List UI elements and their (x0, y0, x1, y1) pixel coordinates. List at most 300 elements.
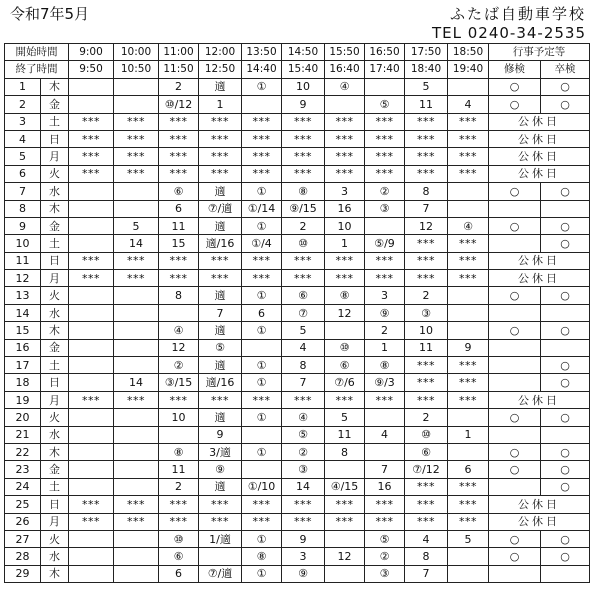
time-slot (69, 322, 114, 339)
end-time: 18:40 (405, 61, 448, 78)
time-slot: *** (114, 113, 159, 130)
time-slot: 5 (405, 78, 448, 95)
time-slot: *** (282, 252, 325, 269)
time-slot: *** (365, 252, 405, 269)
sotsuken-mark: ○ (541, 530, 590, 547)
time-slot: ① (242, 443, 282, 460)
time-slot: ① (242, 217, 282, 234)
day-of-week: 木 (41, 322, 69, 339)
time-slot: ④/15 (325, 478, 365, 495)
time-slot: *** (282, 130, 325, 147)
day-row (5, 304, 590, 321)
time-slot: *** (159, 391, 199, 408)
shuken-mark (489, 478, 541, 495)
time-slot: 2 (365, 322, 405, 339)
time-slot: ⑨/15 (282, 200, 325, 217)
holiday-label: 公休日 (489, 252, 590, 269)
start-time: 17:50 (405, 44, 448, 61)
day-of-week: 土 (41, 478, 69, 495)
time-slot (448, 548, 489, 565)
shuken-mark (489, 565, 541, 582)
shuken-mark: ○ (489, 461, 541, 478)
start-time: 11:00 (159, 44, 199, 61)
day-row (5, 513, 590, 530)
sotsuken-mark (541, 339, 590, 356)
day-row (5, 270, 590, 287)
shuken-mark: ○ (489, 287, 541, 304)
time-slot: 4 (282, 339, 325, 356)
time-slot: *** (325, 148, 365, 165)
time-slot: ⑥ (159, 548, 199, 565)
time-slot: ② (365, 548, 405, 565)
time-slot: ⑦/適 (199, 200, 242, 217)
time-slot: ② (282, 443, 325, 460)
time-slot: *** (114, 391, 159, 408)
time-slot: ⑧ (282, 183, 325, 200)
sotsuken-mark: ○ (541, 217, 590, 234)
time-slot: *** (365, 270, 405, 287)
shuken-mark: ○ (489, 409, 541, 426)
time-slot: 14 (114, 374, 159, 391)
time-slot: *** (69, 252, 114, 269)
time-slot: ①/4 (242, 235, 282, 252)
time-slot: ⑥ (405, 443, 448, 460)
day-of-week: 月 (41, 270, 69, 287)
day-of-week: 日 (41, 252, 69, 269)
time-slot: ⑧ (242, 548, 282, 565)
day-row (5, 426, 590, 443)
time-slot: ⑨ (365, 304, 405, 321)
school-name: ふたば自動車学校 (449, 5, 586, 23)
time-slot: *** (325, 113, 365, 130)
time-slot: ⑨/3 (365, 374, 405, 391)
time-slot: 11 (405, 96, 448, 113)
time-slot: *** (448, 496, 489, 513)
day-number: 21 (5, 426, 41, 443)
holiday-label: 公休日 (489, 165, 590, 182)
time-slot: ⑤/9 (365, 235, 405, 252)
end-time: 9:50 (69, 61, 114, 78)
day-row (5, 443, 590, 460)
time-slot: *** (405, 252, 448, 269)
time-slot (114, 339, 159, 356)
time-slot: 2 (405, 409, 448, 426)
day-of-week: 木 (41, 443, 69, 460)
time-slot: ③ (365, 565, 405, 582)
day-row (5, 374, 590, 391)
time-slot (199, 548, 242, 565)
time-slot: 10 (325, 217, 365, 234)
time-slot: 9 (282, 96, 325, 113)
time-slot (448, 200, 489, 217)
day-number: 20 (5, 409, 41, 426)
day-row (5, 391, 590, 408)
time-slot: 適 (199, 478, 242, 495)
day-of-week: 金 (41, 339, 69, 356)
time-slot: ⑤ (199, 339, 242, 356)
time-slot: 6 (448, 461, 489, 478)
end-time-label: 終了時間 (5, 61, 69, 78)
start-time: 18:50 (448, 44, 489, 61)
day-row (5, 148, 590, 165)
day-row (5, 287, 590, 304)
day-number: 16 (5, 339, 41, 356)
day-of-week: 火 (41, 287, 69, 304)
end-time: 14:40 (242, 61, 282, 78)
time-slot: 7 (405, 200, 448, 217)
time-slot: ⑥ (282, 287, 325, 304)
day-number: 4 (5, 130, 41, 147)
time-slot: *** (365, 165, 405, 182)
day-number: 25 (5, 496, 41, 513)
end-time: 16:40 (325, 61, 365, 78)
sotsuken-mark: ○ (541, 322, 590, 339)
day-row (5, 322, 590, 339)
end-time: 12:50 (199, 61, 242, 78)
time-slot: 11 (325, 426, 365, 443)
time-slot: ⑨ (199, 461, 242, 478)
time-slot: 2 (159, 78, 199, 95)
time-slot: 5 (448, 530, 489, 547)
day-of-week: 火 (41, 409, 69, 426)
time-slot: *** (405, 391, 448, 408)
day-number: 13 (5, 287, 41, 304)
day-number: 7 (5, 183, 41, 200)
day-row (5, 217, 590, 234)
shuken-mark: ○ (489, 183, 541, 200)
time-slot: *** (325, 270, 365, 287)
time-slot: *** (365, 513, 405, 530)
start-time: 14:50 (282, 44, 325, 61)
time-slot: ⑥ (159, 183, 199, 200)
end-time: 17:40 (365, 61, 405, 78)
day-number: 14 (5, 304, 41, 321)
time-slot: *** (325, 513, 365, 530)
shuken-mark: ○ (489, 217, 541, 234)
time-slot (114, 565, 159, 582)
time-slot: 14 (114, 235, 159, 252)
day-of-week: 土 (41, 113, 69, 130)
holiday-label: 公休日 (489, 391, 590, 408)
time-slot: ⑩ (405, 426, 448, 443)
day-of-week: 水 (41, 426, 69, 443)
shuken-mark (489, 200, 541, 217)
holiday-label: 公休日 (489, 270, 590, 287)
sotsuken-mark: ○ (541, 183, 590, 200)
time-slot: ② (365, 183, 405, 200)
time-slot: *** (325, 391, 365, 408)
day-number: 27 (5, 530, 41, 547)
time-slot: *** (448, 374, 489, 391)
time-slot: *** (448, 513, 489, 530)
time-slot: 7 (405, 565, 448, 582)
day-row (5, 78, 590, 95)
time-slot: *** (405, 513, 448, 530)
time-slot: ① (242, 78, 282, 95)
time-slot (114, 200, 159, 217)
time-slot: *** (114, 148, 159, 165)
shuken-mark: ○ (489, 96, 541, 113)
time-slot: *** (405, 130, 448, 147)
time-slot: *** (365, 113, 405, 130)
time-slot (325, 530, 365, 547)
time-slot: 適 (199, 409, 242, 426)
time-slot: 16 (325, 200, 365, 217)
day-number: 5 (5, 148, 41, 165)
time-slot (69, 217, 114, 234)
shuken-mark: ○ (489, 322, 541, 339)
shuken-mark (489, 235, 541, 252)
time-slot: ① (242, 357, 282, 374)
time-slot: 適 (199, 217, 242, 234)
time-slot: 11 (159, 461, 199, 478)
time-slot: 3 (365, 287, 405, 304)
time-slot: ⑦ (282, 304, 325, 321)
time-slot: *** (69, 513, 114, 530)
shuken-mark (489, 339, 541, 356)
shuken-mark (489, 374, 541, 391)
day-of-week: 火 (41, 530, 69, 547)
day-row (5, 252, 590, 269)
time-slot: *** (405, 113, 448, 130)
time-slot: 2 (159, 478, 199, 495)
time-slot: 15 (159, 235, 199, 252)
time-slot (242, 426, 282, 443)
time-slot (365, 409, 405, 426)
time-slot: 14 (282, 478, 325, 495)
time-slot: 9 (282, 530, 325, 547)
time-slot (114, 426, 159, 443)
event-col-shuken: 修検 (489, 61, 541, 78)
holiday-label: 公休日 (489, 513, 590, 530)
time-slot: 4 (365, 426, 405, 443)
time-slot (69, 96, 114, 113)
time-slot: *** (405, 374, 448, 391)
time-slot: *** (405, 148, 448, 165)
time-slot (448, 287, 489, 304)
time-slot: ⑦/6 (325, 374, 365, 391)
time-slot: *** (114, 130, 159, 147)
time-slot (114, 530, 159, 547)
day-number: 26 (5, 513, 41, 530)
day-of-week: 月 (41, 391, 69, 408)
time-slot: 適/16 (199, 235, 242, 252)
day-of-week: 月 (41, 513, 69, 530)
sotsuken-mark: ○ (541, 478, 590, 495)
time-slot: ① (242, 287, 282, 304)
time-slot: ⑤ (282, 426, 325, 443)
time-slot: *** (199, 270, 242, 287)
start-time: 9:00 (69, 44, 114, 61)
time-slot: ⑩ (159, 530, 199, 547)
time-slot: *** (325, 130, 365, 147)
time-slot: *** (114, 496, 159, 513)
time-slot (325, 96, 365, 113)
end-time: 19:40 (448, 61, 489, 78)
time-slot (69, 200, 114, 217)
time-slot: *** (199, 513, 242, 530)
time-slot: ⑨ (282, 565, 325, 582)
day-row (5, 530, 590, 547)
time-slot: *** (159, 130, 199, 147)
time-slot: *** (405, 270, 448, 287)
day-of-week: 月 (41, 148, 69, 165)
time-slot (159, 426, 199, 443)
sotsuken-mark: ○ (541, 78, 590, 95)
time-slot: *** (405, 165, 448, 182)
shuken-mark (489, 304, 541, 321)
time-slot (69, 304, 114, 321)
time-slot: 10 (405, 322, 448, 339)
time-slot (69, 530, 114, 547)
time-slot (114, 461, 159, 478)
time-slot: *** (448, 165, 489, 182)
time-slot: 1 (448, 426, 489, 443)
time-slot: 10 (282, 78, 325, 95)
time-slot (114, 443, 159, 460)
time-slot (114, 304, 159, 321)
time-slot: *** (405, 496, 448, 513)
time-slot: ④ (159, 322, 199, 339)
time-slot: 11 (159, 217, 199, 234)
time-slot (69, 478, 114, 495)
time-slot: 9 (448, 339, 489, 356)
time-slot: *** (69, 496, 114, 513)
time-slot: *** (242, 270, 282, 287)
time-slot: *** (282, 270, 325, 287)
time-slot: ⑤ (365, 96, 405, 113)
time-slot: ①/14 (242, 200, 282, 217)
shuken-mark: ○ (489, 78, 541, 95)
time-slot (69, 339, 114, 356)
schedule-table (4, 43, 590, 583)
time-slot: ③/15 (159, 374, 199, 391)
time-slot: ⑦/12 (405, 461, 448, 478)
time-slot (69, 78, 114, 95)
time-slot: 8 (405, 548, 448, 565)
time-slot (114, 548, 159, 565)
end-time: 15:40 (282, 61, 325, 78)
time-slot: ⑧ (365, 357, 405, 374)
time-slot: *** (199, 252, 242, 269)
time-slot: 1/適 (199, 530, 242, 547)
time-slot: *** (199, 130, 242, 147)
time-slot: ⑩ (325, 339, 365, 356)
school-phone: TEL 0240-34-2535 (431, 24, 586, 42)
time-slot: *** (69, 270, 114, 287)
day-row (5, 165, 590, 182)
time-slot: 3/適 (199, 443, 242, 460)
day-number: 28 (5, 548, 41, 565)
time-slot: *** (242, 391, 282, 408)
time-slot: 16 (365, 478, 405, 495)
time-slot: *** (242, 113, 282, 130)
time-slot: ① (242, 409, 282, 426)
time-slot: 4 (448, 96, 489, 113)
day-row (5, 496, 590, 513)
time-slot (114, 78, 159, 95)
time-slot: 8 (405, 183, 448, 200)
day-number: 23 (5, 461, 41, 478)
time-slot: 3 (325, 183, 365, 200)
time-slot: *** (448, 270, 489, 287)
events-label: 行事予定等 (489, 44, 590, 61)
time-slot: 5 (325, 409, 365, 426)
time-slot: 2 (282, 217, 325, 234)
time-slot (365, 217, 405, 234)
start-time: 15:50 (325, 44, 365, 61)
sotsuken-mark: ○ (541, 287, 590, 304)
day-of-week: 日 (41, 374, 69, 391)
time-slot (114, 357, 159, 374)
day-of-week: 水 (41, 548, 69, 565)
day-number: 2 (5, 96, 41, 113)
time-slot: 9 (199, 426, 242, 443)
day-row (5, 357, 590, 374)
time-slot: *** (448, 252, 489, 269)
time-slot: ③ (282, 461, 325, 478)
day-number: 8 (5, 200, 41, 217)
end-time: 10:50 (114, 61, 159, 78)
time-slot (69, 443, 114, 460)
time-slot: *** (448, 130, 489, 147)
time-slot: ⑩/12 (159, 96, 199, 113)
day-row (5, 409, 590, 426)
time-slot (448, 322, 489, 339)
time-slot (242, 96, 282, 113)
holiday-label: 公休日 (489, 148, 590, 165)
time-slot: *** (365, 148, 405, 165)
time-slot: ① (242, 183, 282, 200)
time-slot: *** (405, 478, 448, 495)
time-slot: *** (242, 130, 282, 147)
time-slot (242, 339, 282, 356)
time-slot: ② (159, 357, 199, 374)
time-slot: 10 (159, 409, 199, 426)
sotsuken-mark: ○ (541, 357, 590, 374)
day-number: 29 (5, 565, 41, 582)
time-slot: *** (242, 165, 282, 182)
time-slot (325, 322, 365, 339)
time-slot: 12 (325, 304, 365, 321)
time-slot: *** (114, 165, 159, 182)
time-slot: *** (114, 513, 159, 530)
shuken-mark: ○ (489, 548, 541, 565)
time-slot: *** (242, 513, 282, 530)
time-slot: *** (199, 113, 242, 130)
time-slot: *** (114, 252, 159, 269)
day-row (5, 478, 590, 495)
start-time: 13:50 (242, 44, 282, 61)
time-slot: 1 (365, 339, 405, 356)
time-slot: ⑤ (365, 530, 405, 547)
event-col-sotsuken: 卒検 (541, 61, 590, 78)
sotsuken-mark: ○ (541, 409, 590, 426)
time-slot: 6 (242, 304, 282, 321)
time-slot: *** (325, 496, 365, 513)
time-slot: ④ (325, 78, 365, 95)
start-time: 12:00 (199, 44, 242, 61)
time-slot: *** (448, 148, 489, 165)
time-slot: *** (69, 391, 114, 408)
day-number: 3 (5, 113, 41, 130)
time-slot: *** (448, 357, 489, 374)
time-slot: *** (159, 252, 199, 269)
time-slot: 1 (325, 235, 365, 252)
time-slot: *** (69, 130, 114, 147)
time-slot: *** (448, 391, 489, 408)
time-slot: *** (242, 496, 282, 513)
